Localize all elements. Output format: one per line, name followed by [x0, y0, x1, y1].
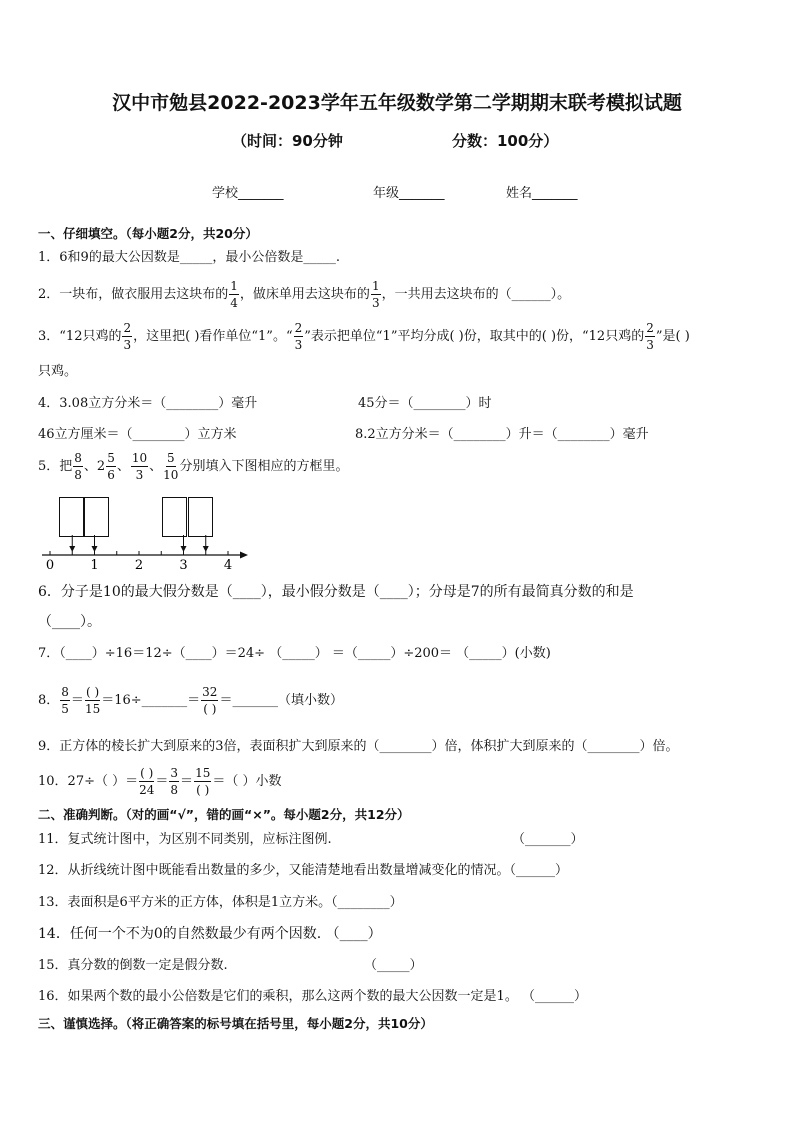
question-11: 11．复式统计图中，为区别不同类别，应标注图例.: [38, 832, 332, 847]
question-4c: 46立方厘米＝（________）立方米: [38, 427, 237, 442]
fraction: $\frac{( )}{24}$: [139, 766, 155, 797]
exam-score: 分数：100分）: [452, 132, 559, 150]
question-2: 2．一块布，做衣服用去这块布的 $\frac{1}{4}$ ，做床单用去这块布的 $\frac{1}{3}$ ，一共用去这块布的（______）。: [38, 279, 571, 310]
exam-time: （时间：90分钟: [232, 132, 343, 150]
question-7: 7．（____）÷16＝12÷（____）＝24÷ （_____） ＝（_____）÷200＝ （_____）(小数): [38, 646, 551, 661]
section-3-heading: 三、谨慎选择。（将正确答案的标号填在括号里，每小题2分，共10分）: [38, 1016, 433, 1031]
fraction: $\frac{2}{3}$: [646, 321, 654, 352]
question-1: 1．6和9的最大公因数是_____，最小公倍数是_____.: [38, 250, 340, 265]
fraction: $\frac{5}{6}$: [107, 451, 115, 482]
fraction: $\frac{2}{3}$: [123, 321, 132, 352]
question-5: 5．把 $\frac{8}{8}$ 、2 $\frac{5}{6}$ 、 $\frac{10}{3}$ 、 $\frac{5}{10}$ 分别填入下图相应的方框里。: [38, 451, 349, 482]
number-line-label: 4: [223, 558, 233, 573]
school-field[interactable]: 学校_______: [212, 186, 284, 201]
name-field[interactable]: 姓名_______: [506, 186, 578, 201]
pointer-arrowhead: [92, 546, 98, 552]
section-1-heading: 一、仔细填空。（每小题2分，共20分）: [38, 226, 258, 241]
question-3: 3．“12只鸡的 $\frac{2}{3}$ ，这里把( )看作单位“1”。“ $\frac{2}{3}$ ”表示把单位“1”平均分成( )份，取其中的( )份，“12只鸡的 $\frac{2}{3}$ ”是( ): [38, 321, 690, 352]
number-line-label: 1: [90, 558, 99, 573]
question-16: 16．如果两个数的最小公倍数是它们的乘积，那么这两个数的最大公因数一定是1。 （______）: [38, 989, 587, 1004]
question-9: 9．正方体的棱长扩大到原来的3倍，表面积扩大到原来的（________）倍，体积扩大到原来的（________）倍。: [38, 739, 679, 754]
question-4a: 4．3.08立方分米＝（________）毫升: [38, 396, 258, 411]
fraction: $\frac{32}{( )}$: [202, 685, 218, 716]
number-line: [36, 535, 256, 575]
page-title: 汉中市勉县2022-2023学年五年级数学第二学期期末联考模拟试题: [112, 92, 682, 114]
answer-box-4[interactable]: [188, 497, 213, 537]
fraction: $\frac{1}{4}$: [230, 279, 238, 310]
pointer-arrowhead: [181, 546, 187, 552]
number-line-label: 0: [45, 558, 55, 573]
fraction: $\frac{10}{3}$: [131, 451, 148, 482]
fraction: $\frac{15}{( )}$: [195, 766, 211, 797]
fraction: $\frac{5}{10}$: [163, 451, 179, 482]
answer-box-1[interactable]: [59, 497, 84, 537]
number-line-arrowhead: [240, 552, 248, 559]
question-8: 8． $\frac{8}{5}$ ＝ $\frac{( )}{15}$ ＝16÷_______＝ $\frac{32}{( )}$ ＝_______（填小数）: [38, 685, 343, 716]
fraction: $\frac{1}{3}$: [371, 279, 380, 310]
answer-box-2[interactable]: [84, 497, 109, 537]
fraction: $\frac{8}{8}$: [74, 451, 82, 482]
question-10: 10．27÷（ ）＝ $\frac{( )}{24}$ ＝ $\frac{3}{8}$ ＝ $\frac{15}{( )}$ ＝（ ）小数: [38, 766, 282, 797]
fraction: $\frac{3}{8}$: [170, 766, 179, 797]
number-line-label: 3: [179, 558, 188, 573]
question-6-cont: （____）。: [38, 614, 101, 630]
fraction: $\frac{( )}{15}$: [84, 685, 101, 716]
pointer-arrowhead: [203, 546, 209, 552]
question-13: 13．表面积是6平方米的正方体，体积是1立方米。（________）: [38, 895, 403, 910]
grade-field[interactable]: 年级_______: [373, 186, 445, 201]
question-4d: 8.2立方分米＝（________）升＝（________）毫升: [355, 427, 649, 442]
answer-box-3[interactable]: [162, 497, 187, 537]
fraction: $\frac{8}{5}$: [61, 685, 69, 716]
question-15-blank[interactable]: （_____）: [364, 958, 423, 973]
fraction: $\frac{2}{3}$: [294, 321, 303, 352]
question-4b: 45分＝（________）时: [358, 396, 492, 411]
pointer-arrowhead: [69, 546, 75, 552]
section-2-heading: 二、准确判断。（对的画“√”，错的画“×”。每小题2分，共12分）: [38, 807, 410, 822]
question-12: 12．从折线统计图中既能看出数量的多少，又能清楚地看出数量增减变化的情况。（______）: [38, 863, 569, 878]
question-3-cont: 只鸡。: [38, 364, 78, 379]
question-14: 14．任何一个不为0的自然数最少有两个因数. （____）: [38, 926, 382, 942]
number-line-label: 2: [134, 558, 144, 573]
question-11-blank[interactable]: （_______）: [512, 832, 584, 847]
question-6: 6．分子是10的最大假分数是（____），最小假分数是（____）；分母是7的所有最简真分数的和是: [38, 584, 634, 600]
question-15: 15．真分数的倒数一定是假分数.: [38, 958, 228, 973]
